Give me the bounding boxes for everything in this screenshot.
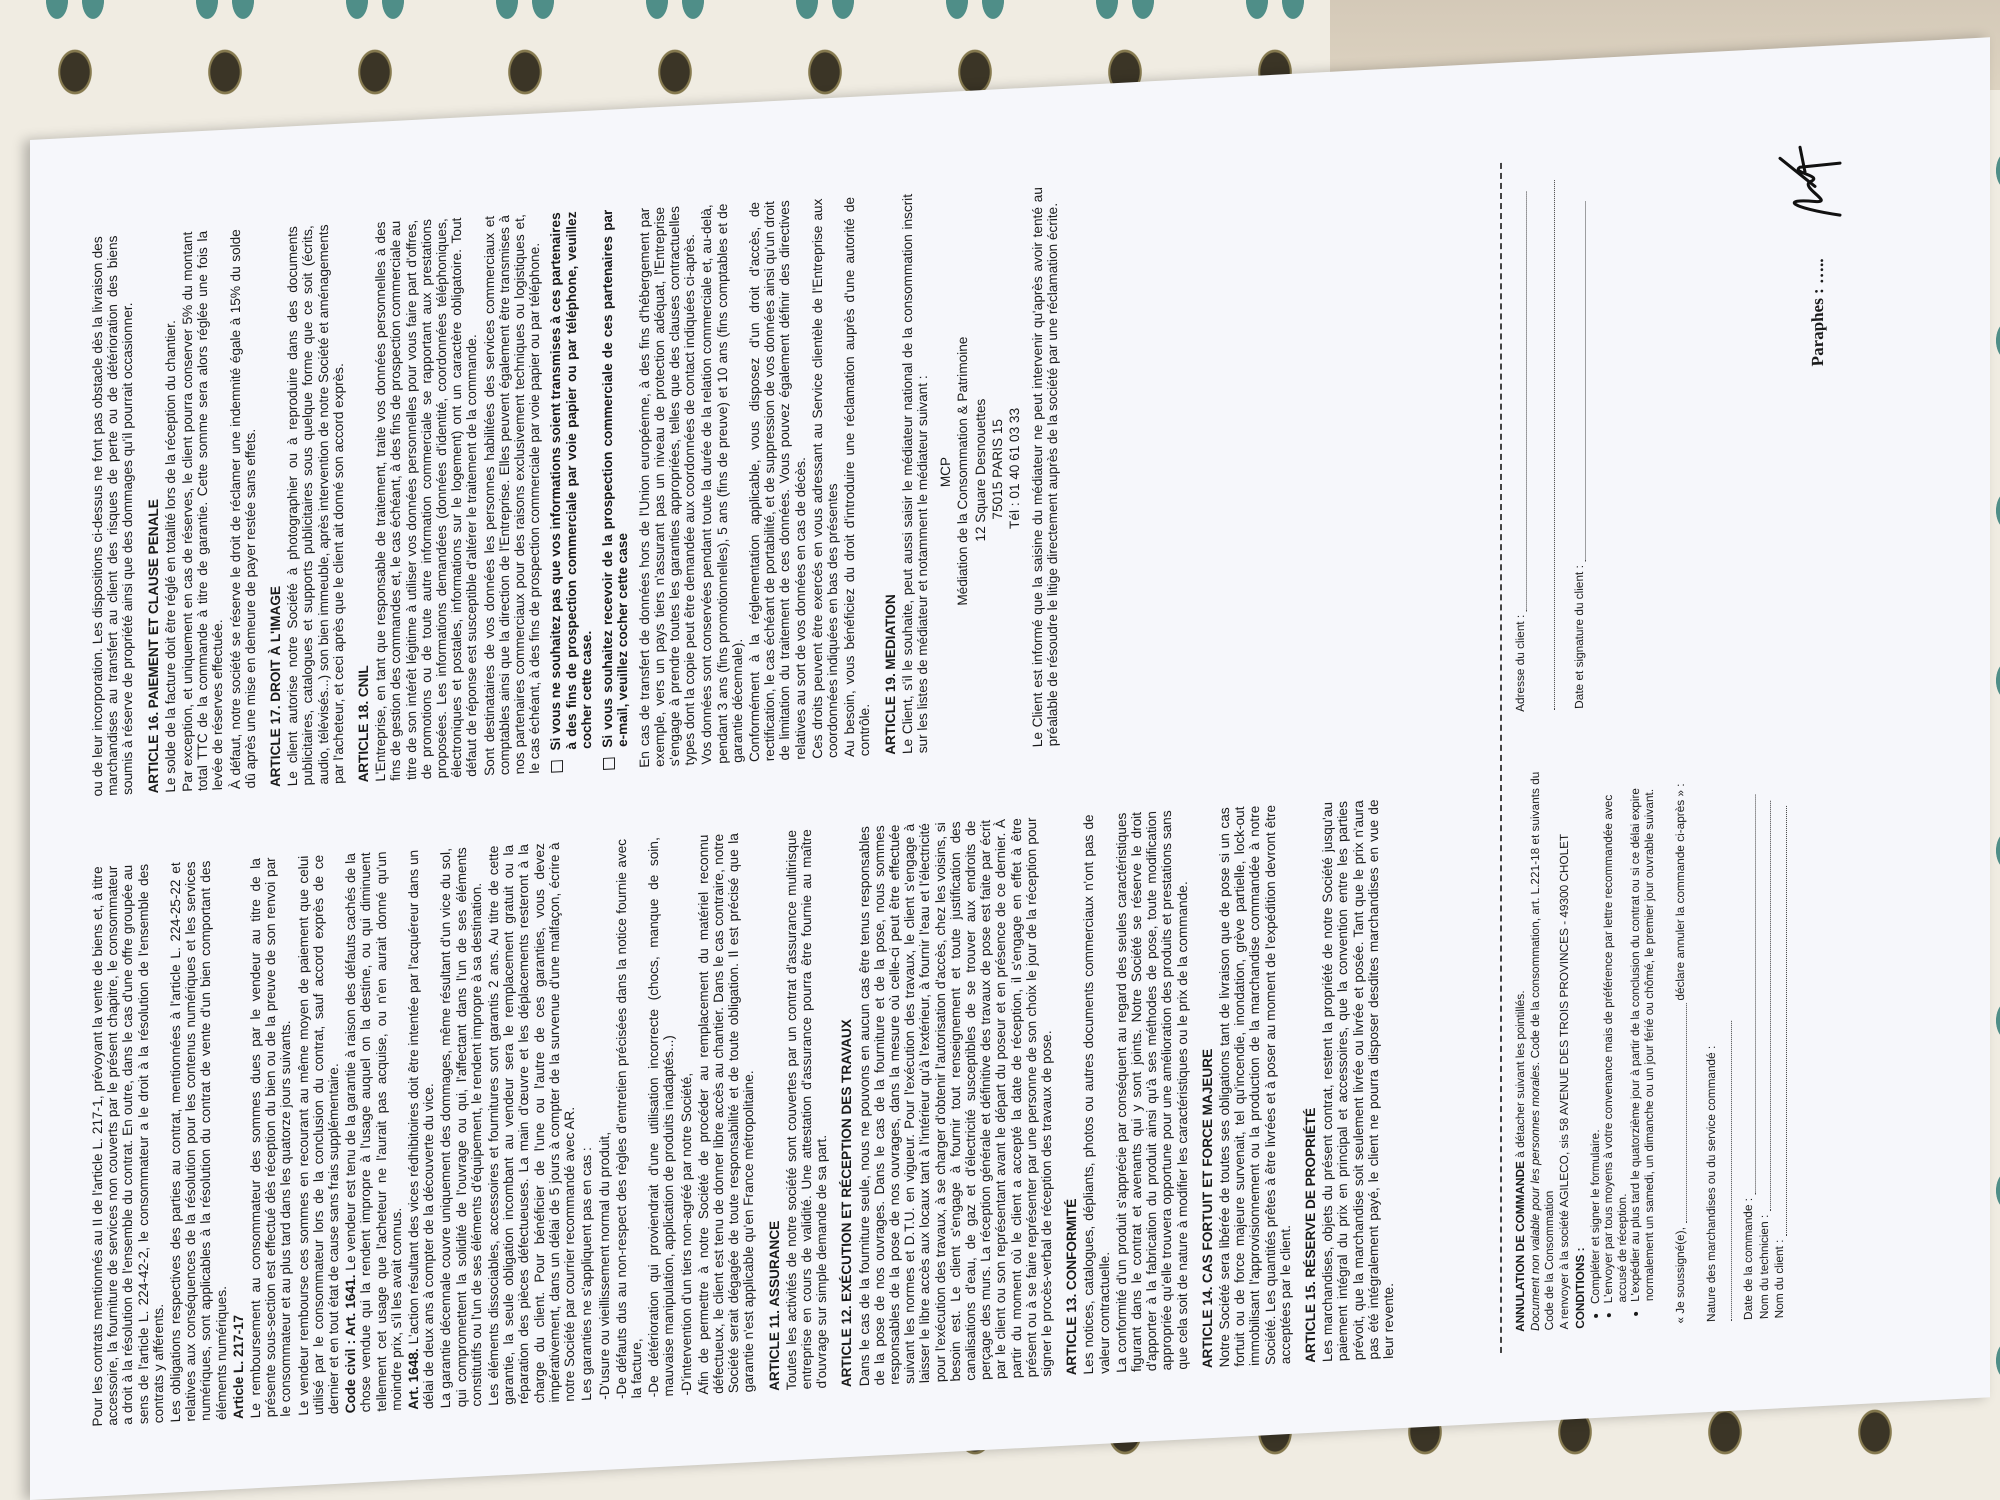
form-note-rest: Code de la consommation, art. L.221-18 et suivants du Code de la Consommation (1528, 771, 1556, 1331)
signature-field[interactable] (1573, 202, 1586, 563)
undersigned-label: « Je soussigné(e), (1673, 1226, 1688, 1324)
address-label: Adresse du client : (1513, 614, 1527, 713)
conditions-list (1589, 765, 1656, 1305)
order-date-field[interactable] (1743, 794, 1756, 1195)
paragraph: Notre Société sera libérée de toutes ses obligations tant de livraison que de pose si un cas fortuit ou de force majeure survenait, tel qu'incendie, inondation, grève partielle, lock-out immobilisant l'approvisionnement ou la production de la marchandise commandée à notre Société. Les quantités prêtes à être livrées et à poser au moment de l'expédition devront être acceptées par le client. (1217, 804, 1293, 1368)
text: Le vendeur est tenu de la garantie à raison des défauts cachés de la chose vendue qui la rendent impropre à l'usage auquel on la destine, ou qui diminuent tellement cet usage que l'acheteur ne l'aurait pas acquise, ou n'en aurait donné qu'un moindre prix, s'il les avait connus. (343, 851, 404, 1413)
paragraph: Le Client est informé que la saisine du médiateur ne peut intervenir qu'après avoir tenté au préalable de résoudre le litige directement auprès de la société par une réclamation écrite. (1030, 186, 1061, 748)
article-heading: ARTICLE 16. PAIEMENT ET CLAUSE PENALE (145, 498, 161, 794)
order-date-line (1742, 760, 1755, 1321)
paragraph: Par exception, et uniquement en cas de réserves, le client pourra conserver 5% du montant total TTC de la commande à titre de garantie. Cette somme sera alors réglée une fois la levée de réserves effectuée. (180, 230, 226, 793)
paragraph: En cas de transfert de données hors de l'Union européenne, à des fins d'hébergement par exemple, vers un pays tiers n'assurant pas un niveau de protection adéquat, l'Entreprise s'engage à prendre toutes les garanties appropriées, telles que des clauses contractuelles types dont la copie peut être demandée aux coordonnées de contact indiquées ci-après. (636, 205, 698, 769)
paragraph: Pour les contrats mentionnés au II de l'article L. 217-1, prévoyant la vente de biens et, à titre accessoire, la fourniture de services non couverts par le présent chapitre, le consommateur a droit à la résolution de l'ensemble du contrat. En outre, dans le cas d'une offre groupée au sens de l'article L. 224-42-2, le consommateur a le droit à la résolution de l'ensemble des contrats y afférents. (90, 863, 166, 1427)
mediator-address (938, 188, 1022, 752)
nature-line (1705, 761, 1732, 1322)
paragraph: -De détérioration qui proviendrait d'une utilisation incorrecte (chocs, manque de soin, mauvaise manipulation, application de produits inadaptés...) (646, 836, 677, 1398)
name-field[interactable] (1674, 1003, 1687, 1224)
paragraph: Le Client, s'il le souhaite, peut aussi saisir le médiateur national de la consommation inscrit sur les listes de médiateur et notamment le médiateur suivant : (899, 193, 930, 755)
technician-field[interactable] (1758, 801, 1771, 1212)
signature-line (1573, 168, 1586, 709)
article-heading: ARTICLE 18. CNIL (356, 665, 372, 783)
paragraph: -D'intervention d'un tiers non-agréé par notre Société, (678, 1072, 694, 1397)
article-heading: ARTICLE 14. CAS FORTUIT ET FORCE MAJEURE (1199, 1048, 1215, 1369)
article-heading: ARTICLE 15. RÉSERVE DE PROPRIÉTÉ (1303, 1107, 1319, 1364)
paragraph: Le remboursement au consommateur des sommes dues par le vendeur au titre de la présente sous-section est effectué dès réception du bien ou de la preuve de son renvoi par le consommateur et au plus tard dans les quatorze jours suivants. (248, 856, 294, 1419)
form-conditions: CONDITIONS : (1572, 1247, 1587, 1330)
paragraph: Vos données sont conservées pendant toute la durée de la relation commerciale et, au-delà, pendant 3 ans (fins promotionnelles), 5 ans (fins de preuve) et 10 ans (fins comptables et de garantie décennale). (699, 203, 745, 765)
paragraph: À défaut, notre société se réserve le droit de réclamer une indemnité égale à 15% du solde dû après une mise en demeure de payer restée sans effets. (227, 228, 258, 790)
article-heading: ARTICLE 17. DROIT À L'IMAGE (268, 585, 284, 788)
nature-field[interactable] (1719, 1021, 1732, 1322)
article-heading: ARTICLE 19. MEDIATION (882, 593, 898, 756)
address-line (1514, 172, 1527, 713)
paragraph: Au besoin, vous bénéficiez du droit d'introduire une réclamation auprès d'une autorité de contrôle. (842, 196, 873, 758)
document-page (30, 37, 1990, 1500)
list-item: • Compléter et signer le formulaire. (1589, 768, 1602, 1305)
client-name-field[interactable] (1774, 806, 1787, 1237)
paragraph: La conformité d'un produit s'apprécie par conséquent au regard des seules caractéristiques figurant dans le contrat et avenants qui y sont joints. Notre Société se réserve le droit d'apporter à la fabrication du produit ainsi qu'à ses méthodes de pose, toute modification appropriée qu'elle trouvera opportune pour une amélioration des produits et prestations sans que cela soit de nature à modifier les caractéristiques ou le prix de la commande. (1113, 810, 1190, 1374)
mediator-street: 12 Square Desnouettes (972, 398, 988, 543)
list-item: • L'envoyer par tous moyens à votre convenance mais de préférence par lettre recommandée avec accusé de réception. (1602, 766, 1629, 1303)
cancellation-form (1514, 758, 1789, 1332)
mediator-org: Médiation de la Consommation & Patrimoine (955, 336, 971, 607)
client-line (1773, 758, 1786, 1319)
article-heading: ARTICLE 13. CONFORMITÉ (1064, 1198, 1080, 1376)
paragraph: Les marchandises, objets du présent contrat, restent la propriété de notre Société jusqu'au paiement intégral du prix en principal et accessoires, que la convention entre les parties prévoit, que la marchandise soit seulement livrée ou livrée et posée. Tant que le prix n'aura pas été intégralement payé, le client ne pourra disposer desdites marchandises en vue de leur revente. (1320, 799, 1397, 1363)
paragraph: Ces droits peuvent être exercés en vous adressant au Service clientèle de l'Entreprise aux coordonnées indiquées en bas des présentes (809, 198, 840, 760)
article-heading: ARTICLE 12. EXÉCUTION ET RÉCEPTION DES TRAVAUX (839, 1018, 855, 1388)
mediator-name: MCP (938, 456, 954, 488)
paragraph: Dans le cas de la fourniture seule, nous ne pouvons en aucun cas être tenus responsables de la pose de nos ouvrages. Dans le cas de la fourniture et de la pose, nous sommes responsables de la pose de nos ouvrages, dans la mesure où celle-ci peut être effectuée suivant les normes et D.T.U. en vigueur. Pour l'exécution des travaux, le client s'engage à laisser le libre accès aux locaux tant à l'intérieur qu'à l'extérieur, à fournir l'eau et l'électricité pour l'exécution des travaux, à se charger d'obtenir l'autorisation d'accès, chez les voisins, si besoin est. Le client s'engage à fournir tout renseignement et toute justification des canalisations d'eau, de gaz et d'électricité susceptibles de se trouver aux endroits de perçage des murs. La réception générale et définitive des travaux de pose est faite par écrit par le client ou son représentant avant le départ du poseur et en présence de ce dernier. À partir du moment où le client a accepté la date de réception, il s'engage en effet à être présent ou à se faire représenter par une personne de son choix le jour de la réception pour signer le procès-verbal de réception des travaux de pose. (856, 817, 1054, 1387)
checkbox-label: Si vous souhaitez recevoir de la prospection commerciale de ces partenaires par e-mail, veuillez cocher cette case (600, 209, 631, 749)
paragraph: Le client autorise notre Société à photographier ou à reproduire dans des documents publicitaires, catalogues et supports publicitaires sous quelque forme que ce soit (écrits, audio, télévisés...) son bien immeuble, après intervention de notre Société et aménagements par l'acheteur, et ceci après que le client ait donné son accord exprès. (285, 224, 346, 787)
technician-label: Nom du technicien : (1756, 1214, 1771, 1320)
nature-label: Nature des marchandises ou du service commandé : (1704, 1045, 1719, 1323)
paper-sheet (30, 37, 1990, 1500)
form-send: A renvoyer à la société AGILECO, sis 58 AVENUE DES TROIS PROVINCES - 49300 CHOLET (1557, 833, 1572, 1330)
form-title-line (1514, 772, 1527, 1333)
optout-paper-option[interactable] (548, 210, 594, 772)
paragraph: Toutes les activités de notre société sont couvertes par un contrat d'assurance multirisque entreprise en cours de validité. Une attestation d'assurance pourra être fournie au maître d'ouvrage sur simple demande de sa part. (783, 828, 830, 1391)
article-label: Art. 1648. (406, 1348, 422, 1411)
paragraph (406, 849, 436, 1411)
paragraph: Le solde de la facture doit être réglé en totalité lors de la réception du chantier. (162, 319, 178, 794)
form-title-rest: à détacher suivant les pointillés. (1513, 990, 1527, 1159)
declare-label: déclare annuler la commande ci-après » : (1673, 783, 1688, 1001)
paragraph: Les notices, catalogues, dépliants, photos ou autres documents commerciaux n'ont pas de valeur contractuelle. (1081, 814, 1112, 1375)
checkbox-label: Si vous ne souhaitez pas que vos informations soient transmises à ces partenaires à des fins de prospection commerciale par voie papier ou par téléphone, veuillez cocher cette case. (548, 211, 594, 751)
paragraph: Les éléments dissociables, accessoires et fournitures sont garantis 2 ans. Au titre de cette garantie, la seule obligation incombant au vendeur sera le remplacement gratuit ou la réparation des pièces défectueuses. La main d'œuvre et les déplacements resteront à la charge du client. Pour bénéficier de l'une ou l'autre de ces garanties, vous devez impérativement, dans un délai de 5 jours à compter de la survenue d'une malfaçon, écrire à notre Société par courrier recommandé avec AR. (486, 842, 578, 1407)
right-column (90, 144, 1870, 797)
article-label: Article L. 217-17 (230, 1314, 246, 1420)
undersigned-line (1674, 763, 1687, 1324)
paragraph: Sont destinataires de vos données les personnes habilitées des services commerciaux et comptables ainsi que la direction de l'Entreprise. Elles peuvent également être transmises à nos partenaires commerciaux pour des raisons exclusivement techniques ou logistiques et, le cas échéant, à des fins de prospection commerciale par voie papier ou par téléphone. (481, 213, 543, 777)
paragraph: Les garanties ne s'appliquent pas en cas : (579, 1146, 595, 1402)
optin-email-checkbox[interactable] (603, 757, 615, 770)
client-label: Nom du client : (1772, 1239, 1787, 1319)
form-note: Document non valable pour les personnes morales. (1528, 1061, 1543, 1332)
paragraph: Afin de permettre à notre Société de procéder au remplacement du matériel reconnu défectueux, le client est tenu de donner libre accès au chantier. Dans le cas contraire, notre Société serait dégagée de toute responsabilité et de toute obligation. Il est précisé que la garantie n'est applicable qu'en France métropolitaine. (695, 832, 757, 1396)
order-date-label: Date de la commande : (1741, 1197, 1756, 1321)
text: L'action résultant des vices rédhibitoires doit être intentée par l'acquéreur dans un délai de deux ans à compter de la découverte du vice. (406, 849, 437, 1410)
list-item: • L'expédier au plus tard le quatorzième jour à partir de la conclusion du contrat ou si ce délai expire normalement un samedi, un dimanche ou un jour férié ou chômé, le premier jour ouvrable suivant. (1629, 765, 1656, 1302)
article-heading: ARTICLE 11. ASSURANCE (766, 1220, 782, 1392)
article-label: Code civil : Art. 1641. (343, 1274, 359, 1414)
technician-line (1758, 759, 1771, 1320)
optout-paper-checkbox[interactable] (551, 760, 563, 773)
initials-label: Paraphes : ….. (1808, 258, 1827, 367)
form-title: ANNULATION DE COMMANDE (1513, 1160, 1527, 1333)
paragraph: Conformément à la réglementation applicable, vous disposez d'un droit d'accès, de rectification, le cas échéant de portabilité, et de suppression de vos données ainsi qu'un droit de limitation du traitement de ces données. Vous pouvez également définir des directives relatives au sort de vos données en cas de décès. (746, 200, 808, 763)
paragraph: ou de leur incorporation. Les dispositions ci-dessus ne font pas obstacle dès la livraison des marchandises au transfert au client des risques de perte ou de détérioration des biens soumis à réserve de propriété ainsi que des dommages qu'il pourrait occasionner. (90, 235, 136, 797)
cut-line (1500, 163, 1502, 1353)
paragraph: -D'usure ou vieillissement normal du produit, (596, 1131, 612, 1401)
handwritten-initials-signature (1770, 135, 1850, 229)
optin-email-option[interactable] (600, 209, 630, 771)
paragraph: La garantie décennale couvre uniquement des dommages, même résultant d'un vice du sol, qui compromettent la solidité de l'ouvrage ou qui, l'affectant dans l'un de ses éléments constitutifs ou l'un de ses éléments d'équipement, le rendent impropre à sa destination. (438, 847, 484, 1409)
signature-label: Date et signature du client : (1571, 564, 1586, 710)
paragraph (343, 850, 404, 1413)
mediator-phone: Tél : 01 40 61 03 33 (1006, 407, 1022, 530)
address-field-2[interactable] (1542, 180, 1555, 711)
paragraph: -De défauts dus au non-respect des règles d'entretien précisées dans la notice fournie avec la facture, (613, 838, 644, 1400)
address-field[interactable] (1514, 191, 1527, 612)
form-note-line (1529, 770, 1556, 1331)
paragraph: L'Entreprise, en tant que responsable de traitement, traite vos données personnelles à des fins de gestion des commandes et, le cas échéant, à des fins de prospection commerciale au titre de son intérêt légitime à utiliser vos données personnelles pour vous faire part d'offres, de promotions ou de toute autre information commerciale se rapportant aux prestations proposées. Les informations demandées (données d'identité, coordonnées téléphoniques, électroniques et postales, informations sur le logement) ont un caractère obligatoire. Tout défaut de réponse est susceptible d'altérer le traitement de la commande. (373, 217, 480, 783)
paragraph: Les obligations respectives des parties au contrat, mentionnées à l'article L. 224-25-22 et relatives aux conséquences de la résolution pour les contenus numériques et les services numériques, sont applicables à la résolution du contrat de vente d'un bien comportant des éléments numériques. (168, 860, 229, 1423)
mediator-city: 75015 PARIS 15 (989, 418, 1005, 520)
address-line-2 (1541, 170, 1554, 711)
paragraph: Le vendeur rembourse ces sommes en recourant au même moyen de paiement que celui utilisé par le consommateur lors de la conclusion du contrat, sauf accord exprès de ce dernier et en tout état de cause sans frais supplémentaire. (295, 854, 342, 1417)
client-details (1514, 168, 1588, 712)
